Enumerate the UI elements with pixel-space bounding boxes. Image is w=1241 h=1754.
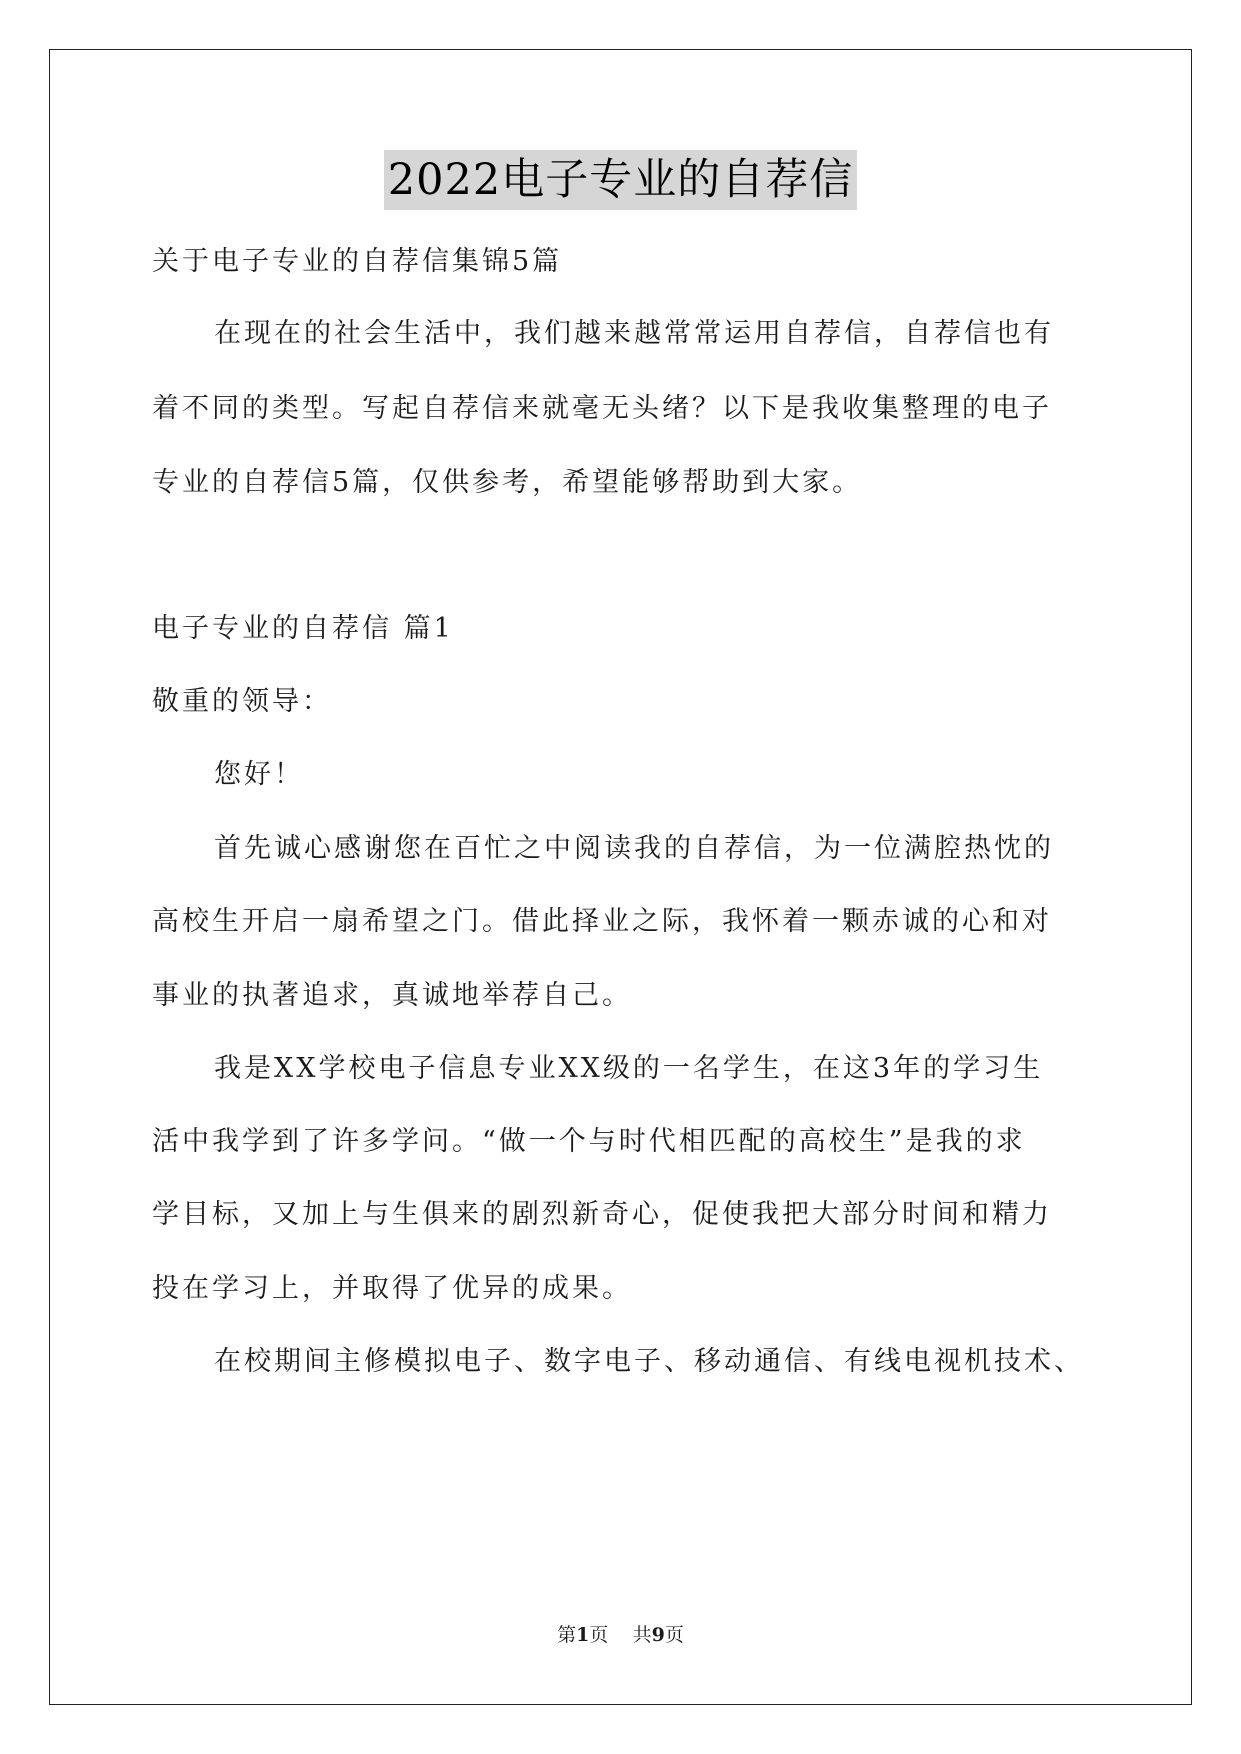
page-footer — [0, 1622, 1241, 1648]
page-border — [49, 49, 1192, 1705]
section-heading: 电子专业的自荐信 篇1 — [152, 613, 454, 644]
total-pages: 9 — [651, 1624, 665, 1646]
paragraph-line: 我是XX学校电子信息专业XX级的一名学生，在这3年的学习生 — [214, 1053, 1044, 1084]
paragraph-line: 专业的自荐信5篇，仅供参考，希望能够帮助到大家。 — [152, 467, 863, 498]
total-suffix: 页 — [664, 1624, 684, 1646]
page-prefix: 第 — [557, 1624, 577, 1646]
paragraph-line: 着不同的类型。写起自荐信来就毫无头绪？以下是我收集整理的电子 — [152, 393, 1052, 424]
paragraph-line: 学目标，又加上与生俱来的剧烈新奇心，促使我把大部分时间和精力 — [152, 1199, 1052, 1230]
paragraph-line: 投在学习上，并取得了优异的成果。 — [152, 1273, 632, 1304]
paragraph-line: 首先诚心感谢您在百忙之中阅读我的自荐信，为一位满腔热忱的 — [214, 833, 1054, 864]
document-title: 2022电子专业的自荐信 — [384, 150, 857, 210]
total-prefix: 共 — [632, 1624, 652, 1646]
page-number: 1 — [576, 1624, 590, 1646]
paragraph-line: 活中我学到了许多学问。“做一个与时代相匹配的高校生”是我的求 — [152, 1126, 1026, 1157]
paragraph-line: 在现在的社会生活中，我们越来越常常运用自荐信，自荐信也有 — [214, 318, 1054, 349]
paragraph-line: 事业的执著追求，真诚地举荐自己。 — [152, 980, 632, 1011]
paragraph-line: 高校生开启一扇希望之门。借此择业之际，我怀着一颗赤诚的心和对 — [152, 906, 1052, 937]
subtitle-line: 关于电子专业的自荐信集锦5篇 — [152, 246, 563, 277]
page-suffix: 页 — [589, 1624, 609, 1646]
salutation: 敬重的领导： — [152, 686, 332, 717]
title-container — [0, 150, 1241, 210]
greeting: 您好！ — [214, 759, 304, 790]
paragraph-line: 在校期间主修模拟电子、数字电子、移动通信、有线电视机技术、 — [214, 1346, 1084, 1377]
